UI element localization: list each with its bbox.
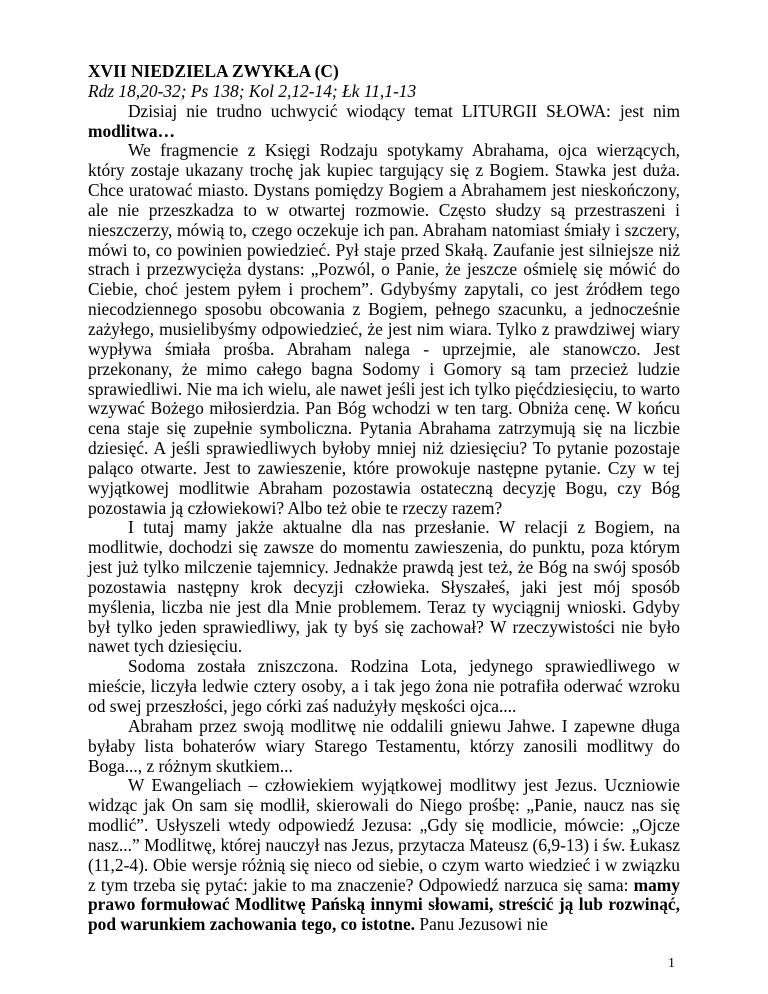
paragraph-text: We fragmencie z Księgi Rodzaju spotykamy Abrahama, ojca wierzących, który zostaje ukazany trochę jak kupiec targujący się z Bogiem. Stawka jest duża. Chce uratować miasto. Dystans pomiędzy Bogiem a Abrahamem jest nieskończony, ale nie przeszkadza to w otwartej rozmowie. Często słudzy są przestraszeni i nieszczerzy, mówią to, czego oczekuje ich pan. Abraham natomiast śmiały i szczery, mówi to, co powinien powiedzieć. Pył staje przed Skałą. Zaufanie jest silniejsze niż strach i przezwycięża dystans: „Pozwól, o Panie, że jeszcze ośmielę się mówić do Ciebie, choć jestem pyłem i prochem”. Gdybyśmy zapytali, co jest źródłem tego niecodziennego sposobu obcowania z Bogiem, pełnego szacunku, a jednocześnie zażyłego, musielibyśmy odpowiedzieć, że jest nim wiara. Tylko z prawdziwej wiary wypływa śmiała prośba. Abraham nalega - uprzejmie, ale stanowczo. Jest przekonany, że mimo całego bagna Sodomy i Gomory są tam przecież ludzie sprawiedliwi. Nie ma ich wielu, ale nawet jeśli jest ich tylko pięćdziesięciu, to warto wzywać Bożego miłosierdzia. Pan Bóg wchodzi w ten targ. Obniża cenę. W końcu cena staje się zupełnie symboliczna. Pytania Abrahama zatrzymują się na liczbie dziesięć. A jeśli sprawiedliwych byłoby mniej niż dziesięciu? To pytanie pozostaje paląco otwarte. Jest to zawieszenie, które prowokuje następne pytanie. Czy w tej wyjątkowej modlitwie Abraham pozostawia ostateczną decyzję Bogu, czy Bóg pozostawia ją człowiekowi? Albo też obie te rzeczy razem? bbox=[88, 140, 680, 518]
paragraph-text: W Ewangeliach – człowiekiem wyjątkowej modlitwy jest Jezus. Uczniowie widząc jak On sam się modlił, skierowali do Niego prośbę: „Panie, naucz nas się modlić”. Usłyszeli wtedy odpowiedź Jezusa: „Gdy się modlicie, mówcie: „Ojcze nasz...” Modlitwę, której nauczył nas Jezus, przytacza Mateusz (6,9-13) i św. Łukasz (11,2-4). Obie wersje różnią się nieco od siebie, o czym warto wiedzieć i w związku z tym trzeba się pytać: jakie to ma znaczenie? Odpowiedź narzuca się sama: bbox=[88, 775, 680, 895]
paragraph-3 bbox=[88, 518, 680, 657]
paragraph-5 bbox=[88, 717, 680, 777]
document-page bbox=[88, 62, 680, 935]
scripture-references: Rdz 18,20-32; Ps 138; Kol 2,12-14; Łk 11,1-13 bbox=[88, 80, 417, 101]
paragraph-text: I tutaj mamy jakże aktualne dla nas przesłanie. W relacji z Bogiem, na modlitwie, dochodzi się zawsze do momentu zawieszenia, do punktu, poza którym jest już tylko milczenie tajemnicy. Jednakże prawdą jest też, że Bóg na swój sposób pozostawia następny krok decyzji człowieka. Słyszałeś, jaki jest mój sposób myślenia, liczba nie jest dla Mnie problemem. Teraz ty wyciągnij wnioski. Gdyby był tylko jeden sprawiedliwy, jak ty byś się zachował? W rzeczywistości nie było nawet tych dziesięciu. bbox=[88, 517, 680, 657]
paragraph-4 bbox=[88, 657, 680, 717]
paragraph-text: Abraham przez swoją modlitwę nie oddalili gniewu Jahwe. I zapewne długa byłaby lista bohaterów wiary Starego Testamentu, którzy zanosili modlitwy do Boga..., z różnym skutkiem... bbox=[88, 715, 680, 776]
paragraph-emphasis: modlitwa… bbox=[88, 120, 175, 141]
page-title: XVII NIEDZIELA ZWYKŁA (C) bbox=[88, 61, 339, 81]
paragraph-2 bbox=[88, 141, 680, 518]
paragraph-1 bbox=[88, 102, 680, 142]
paragraph-text: Sodoma została zniszczona. Rodzina Lota, jedynego sprawiedliwego w mieście, liczyła ledwie cztery osoby, a i tak jego żona nie potrafiła oderwać wzroku od swej przeszłości, jego córki zaś nadużyły męskości ojca.... bbox=[88, 656, 680, 716]
paragraph-emphasis: mamy prawo formułować Modlitwę Pańską innymi słowami, streścić ją lub rozwinąć, pod warunkiem zachowania tego, co istotne. bbox=[88, 874, 680, 935]
paragraph-6 bbox=[88, 776, 680, 935]
paragraph-text-continued: Panu Jezusowi nie bbox=[415, 914, 548, 935]
paragraph-text: Dzisiaj nie trudno uchwycić wiodący temat LITURGII SŁOWA: jest nim bbox=[128, 100, 680, 121]
page-number: 1 bbox=[668, 956, 675, 971]
